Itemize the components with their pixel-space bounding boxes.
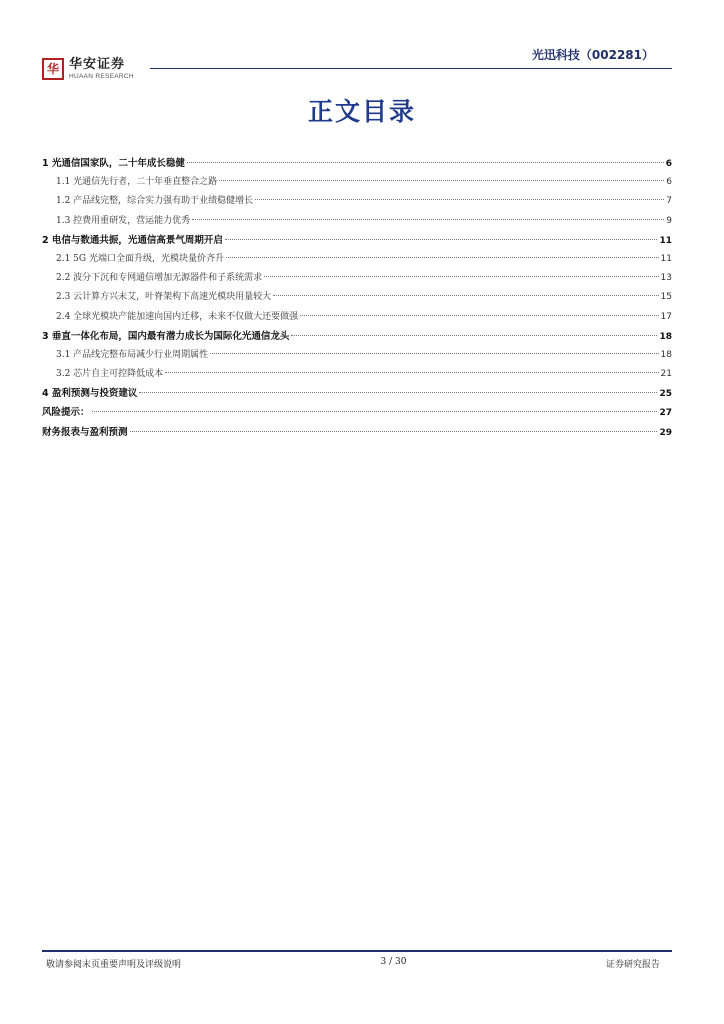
toc-subsection-entry[interactable] [42, 288, 672, 307]
toc-leader-dots [130, 431, 658, 432]
toc-page-number: 6 [666, 177, 672, 188]
toc-subsection-entry[interactable] [42, 308, 672, 327]
toc-section-entry[interactable] [42, 231, 672, 250]
table-of-contents [42, 154, 672, 442]
toc-subsection-entry[interactable] [42, 173, 672, 192]
toc-subsection-entry[interactable] [42, 365, 672, 384]
toc-page-number: 13 [660, 273, 672, 284]
header-divider [150, 68, 672, 69]
toc-leader-dots [219, 180, 664, 181]
toc-subsection-entry[interactable] [42, 250, 672, 269]
page-number: 3 / 30 [380, 956, 407, 967]
toc-subsection-entry[interactable] [42, 192, 672, 211]
toc-leader-dots [210, 353, 658, 354]
toc-page-number: 7 [666, 196, 672, 207]
toc-entry-text: 风险提示： [42, 407, 90, 419]
footer-divider [42, 950, 672, 952]
toc-entry-text: 3.1 产品线完整布局减少行业周期属性 [56, 349, 209, 360]
toc-entry-text: 4 盈利预测与投资建议 [42, 388, 138, 400]
toc-page-number: 25 [659, 389, 672, 400]
toc-leader-dots [291, 335, 657, 336]
toc-leader-dots [92, 411, 658, 412]
page-title: 正文目录 [307, 97, 416, 126]
toc-leader-dots [264, 276, 658, 277]
toc-entry-text: 2.1 5G 光端口全面升级，光模块量价齐升 [56, 253, 224, 264]
toc-page-number: 27 [659, 408, 672, 419]
page-footer [42, 950, 672, 970]
toc-entry-text: 3 垂直一体化布局，国内最有潜力成长为国际化光通信龙头 [42, 330, 290, 342]
toc-entry-text: 1.2 产品线完整，综合实力强有助于业绩稳健增长 [56, 196, 254, 207]
toc-leader-dots [273, 295, 658, 296]
toc-entry-text: 2.3 云计算方兴未艾，叶脊架构下高速光模块用量较大 [56, 292, 272, 303]
toc-leader-dots [225, 239, 658, 240]
toc-page-number: 11 [660, 253, 672, 264]
logo-english-name: HUAAN RESEARCH [69, 73, 134, 80]
page-header [42, 46, 672, 86]
toc-page-number: 15 [660, 292, 672, 303]
toc-page-number: 18 [659, 331, 672, 342]
toc-page-number: 9 [666, 215, 672, 226]
report-type: 证券研究报告 [605, 959, 660, 970]
toc-entry-text: 2.2 波分下沉和专网通信增加无源器件和子系统需求 [56, 273, 263, 284]
toc-entry-text: 2.4 全球光模块产能加速向国内迁移，未来不仅做大还要做强 [56, 311, 299, 322]
toc-leader-dots [139, 392, 657, 393]
toc-page-number: 11 [659, 235, 672, 246]
toc-section-entry[interactable] [42, 154, 672, 173]
toc-leader-dots [187, 162, 664, 163]
toc-page-number: 21 [660, 369, 672, 380]
company-logo [42, 58, 134, 81]
logo-chinese-name: 华安证券 [69, 57, 126, 72]
toc-section-entry[interactable] [42, 423, 672, 442]
toc-entry-text: 1.1 光通信先行者，二十年垂直整合之路 [56, 177, 218, 188]
toc-section-entry[interactable] [42, 384, 672, 403]
toc-page-number: 18 [660, 349, 672, 360]
toc-subsection-entry[interactable] [42, 346, 672, 365]
logo-mark-icon: 华 [42, 58, 64, 80]
toc-entry-text: 1.3 控费用重研发，营运能力优秀 [56, 215, 191, 226]
toc-section-entry[interactable] [42, 403, 672, 422]
toc-leader-dots [300, 315, 658, 316]
toc-subsection-entry[interactable] [42, 212, 672, 231]
footer-disclaimer: 敬请参阅末页重要声明及评级说明 [46, 959, 182, 970]
toc-entry-text: 2 电信与数通共振，光通信高景气周期开启 [42, 234, 223, 246]
toc-entry-text: 3.2 芯片自主可控降低成本 [56, 369, 164, 380]
toc-leader-dots [255, 199, 664, 200]
toc-leader-dots [192, 219, 664, 220]
toc-page-number: 29 [659, 427, 672, 438]
toc-subsection-entry[interactable] [42, 269, 672, 288]
toc-page-number: 6 [665, 159, 672, 169]
toc-page-number: 17 [660, 311, 672, 322]
toc-leader-dots [165, 372, 658, 373]
company-name: 光迅科技（002281） [531, 48, 654, 62]
toc-entry-text: 财务报表与盈利预测 [42, 426, 128, 438]
toc-entry-text: 1 光通信国家队，二十年成长稳健 [42, 158, 185, 169]
toc-section-entry[interactable] [42, 327, 672, 346]
toc-leader-dots [226, 257, 659, 258]
